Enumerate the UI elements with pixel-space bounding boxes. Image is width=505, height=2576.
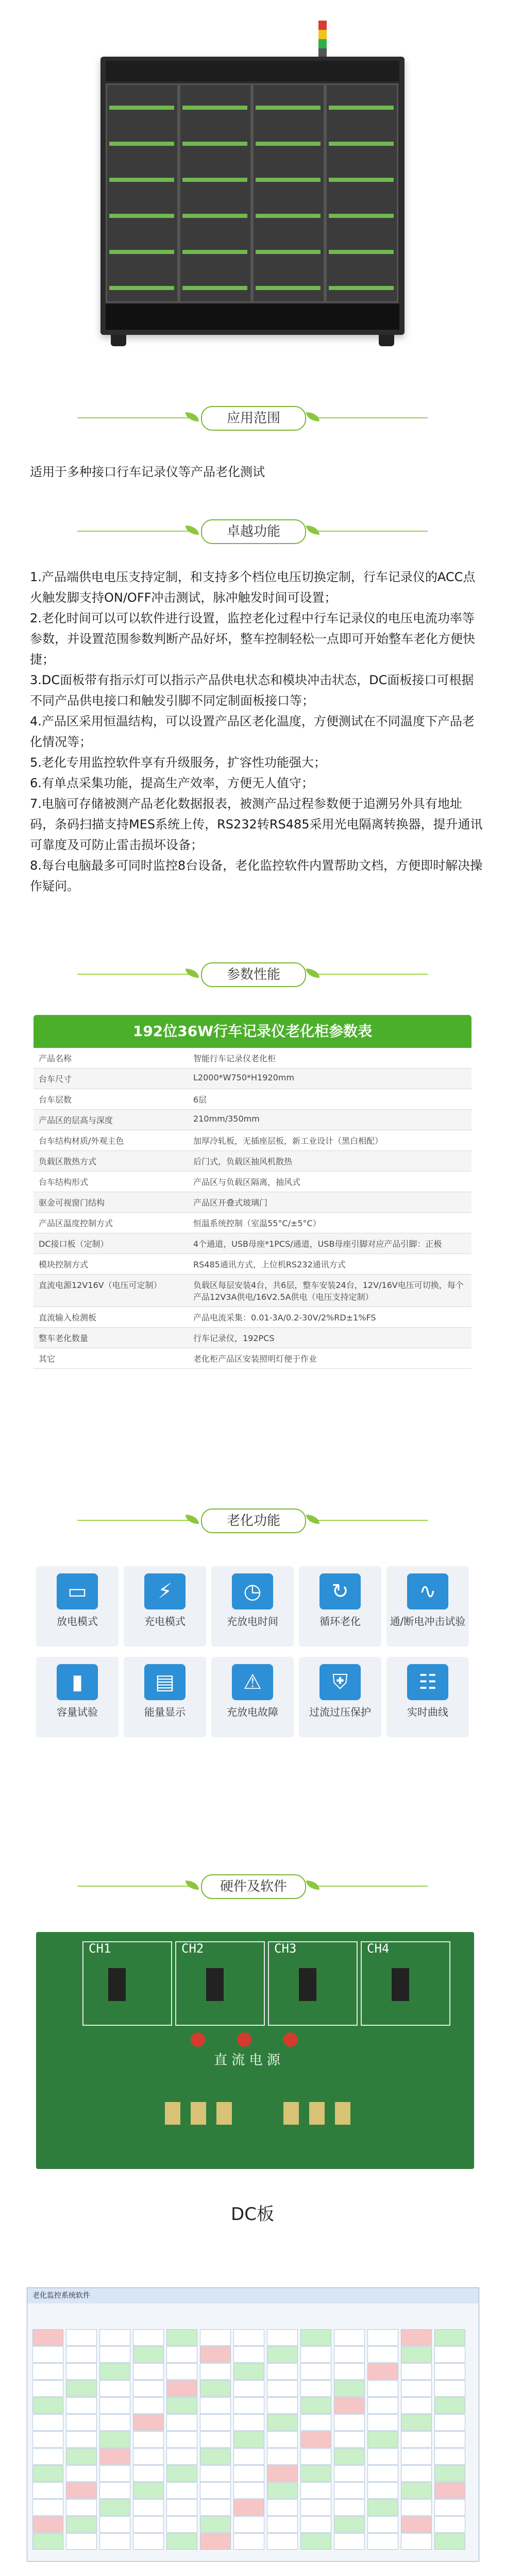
cabinet-door — [179, 83, 252, 303]
function-card: ⛨ 过流过压保护 — [299, 1657, 381, 1737]
software-cell — [267, 2482, 298, 2499]
software-cell — [166, 2516, 197, 2533]
software-cell — [233, 2533, 264, 2550]
software-cell — [367, 2465, 398, 2482]
parameter-row — [33, 1048, 472, 1069]
parameter-key: 负载区散热方式 — [39, 1157, 97, 1166]
advantages-list — [30, 567, 483, 896]
software-cell — [66, 2465, 97, 2482]
function-grid — [36, 1566, 469, 1741]
software-cell — [200, 2414, 231, 2431]
software-cell — [166, 2346, 197, 2363]
advantage-item: 7.电脑可存储被测产品老化数据报表，被测产品过程参数便于追溯另外具有地址码，条码扫描支持MES系统上传，RS232转RS485采用光电隔离转换器，提升通讯可靠度及可防止雷击损坏设备； — [30, 796, 483, 852]
software-cell — [334, 2465, 365, 2482]
software-cell — [334, 2414, 365, 2431]
software-cell — [133, 2465, 164, 2482]
software-cell — [99, 2482, 130, 2499]
parameter-key: 驱金可视窗门结构 — [39, 1198, 105, 1208]
leaf-icon — [186, 526, 199, 535]
software-cell — [32, 2482, 63, 2499]
software-cell — [434, 2448, 465, 2465]
software-cell — [66, 2448, 97, 2465]
software-cell — [99, 2431, 130, 2448]
clock-icon: ◷ — [232, 1573, 273, 1609]
software-cell — [66, 2346, 97, 2363]
software-cell — [233, 2499, 264, 2516]
cabinet-header — [106, 61, 399, 81]
software-cell — [267, 2363, 298, 2380]
software-cell — [300, 2414, 331, 2431]
software-cell — [133, 2363, 164, 2380]
software-cell — [300, 2465, 331, 2482]
software-cell — [166, 2397, 197, 2414]
parameter-value: 行车记录仪，192PCS — [193, 1333, 275, 1343]
software-titlebar: 老化监控系统软件 — [27, 2288, 479, 2303]
section-heading-application — [0, 402, 505, 433]
software-cell — [434, 2363, 465, 2380]
parameter-value: 6层 — [193, 1095, 207, 1105]
software-cell — [200, 2397, 231, 2414]
section-title: 应用范围 — [201, 406, 306, 431]
leaf-icon — [186, 1515, 199, 1524]
software-cell — [99, 2380, 130, 2397]
parameter-value: 后门式，负载区抽风机散热 — [193, 1157, 293, 1166]
software-cell — [233, 2448, 264, 2465]
board-label: 直 流 电 源 — [214, 2053, 280, 2068]
software-cell — [434, 2431, 465, 2448]
software-cell — [267, 2448, 298, 2465]
parameter-value: 产品区开叠式玻璃门 — [193, 1198, 268, 1208]
advantage-item: 8.每台电脑最多可同时监控8台设备，老化监控软件内置帮助文档，方便即时解决操作疑问。 — [30, 858, 483, 893]
parameter-key: 台车结构形式 — [39, 1177, 89, 1187]
parameter-value: 210mm/350mm — [193, 1114, 260, 1124]
cabinet-foot — [379, 335, 394, 346]
software-cell — [401, 2431, 432, 2448]
software-cell — [267, 2397, 298, 2414]
software-cell — [367, 2482, 398, 2499]
software-cell — [200, 2533, 231, 2550]
board-led — [237, 2032, 251, 2047]
software-cell — [200, 2380, 231, 2397]
cabinet-foot — [111, 335, 126, 346]
parameter-row — [33, 1089, 472, 1110]
parameter-value: 负载区每层安装4台，共6层，整车安装24台，12V/16V电压可切换，每个产品12V3A供电/16V2.5A供电（电压支持定制） — [193, 1280, 464, 1302]
software-cell — [401, 2499, 432, 2516]
fault-icon: ⚠ — [232, 1664, 273, 1700]
parameter-row — [33, 1151, 472, 1172]
curve-icon: ☷ — [407, 1664, 448, 1700]
software-cell — [367, 2499, 398, 2516]
software-cell — [401, 2533, 432, 2550]
software-cell — [367, 2397, 398, 2414]
software-cell — [401, 2346, 432, 2363]
board-led — [191, 2032, 205, 2047]
board-channel: CH3 — [268, 1941, 358, 2026]
parameter-key: 台车尺寸 — [39, 1074, 72, 1084]
software-cell — [200, 2482, 231, 2499]
parameter-key: 产品名称 — [39, 1054, 72, 1063]
software-cell — [99, 2397, 130, 2414]
software-cell — [267, 2499, 298, 2516]
software-cell — [32, 2414, 63, 2431]
function-card: ⚡ 充电模式 — [124, 1566, 206, 1647]
section-heading-hardware — [0, 1870, 505, 1901]
software-cell — [166, 2482, 197, 2499]
parameter-key: 其它 — [39, 1354, 56, 1364]
software-cell — [233, 2465, 264, 2482]
software-cell — [133, 2533, 164, 2550]
leaf-icon — [186, 412, 199, 421]
software-cell — [233, 2516, 264, 2533]
software-cell — [133, 2499, 164, 2516]
software-cell — [32, 2431, 63, 2448]
software-cell — [334, 2397, 365, 2414]
software-cell — [32, 2448, 63, 2465]
software-cell — [334, 2363, 365, 2380]
software-cell — [300, 2363, 331, 2380]
function-card: ⚠ 充放电故障 — [211, 1657, 294, 1737]
software-cell — [99, 2329, 130, 2346]
software-cell — [99, 2499, 130, 2516]
software-cell — [166, 2465, 197, 2482]
software-cell — [166, 2329, 197, 2346]
software-cell — [334, 2329, 365, 2346]
software-cell — [66, 2397, 97, 2414]
board-channel: CH2 — [175, 1941, 265, 2026]
software-cell — [133, 2346, 164, 2363]
parameter-key: 直流输入检测板 — [39, 1313, 97, 1323]
software-cell — [334, 2499, 365, 2516]
parameter-row — [33, 1275, 472, 1307]
software-cell — [334, 2533, 365, 2550]
software-cell — [300, 2448, 331, 2465]
software-cell — [300, 2499, 331, 2516]
software-cell — [32, 2516, 63, 2533]
leaf-icon — [186, 1880, 199, 1890]
software-cell — [166, 2414, 197, 2431]
parameter-row — [33, 1307, 472, 1328]
parameter-table-title: 192位36W行车记录仪老化柜参数表 — [33, 1015, 472, 1048]
section-title: 卓越功能 — [201, 519, 306, 544]
parameter-rows — [33, 1048, 472, 1369]
parameter-row — [33, 1110, 472, 1130]
advantage-item: 3.DC面板带有指示灯可以指示产品供电状态和模块冲击状态，DC面板接口可根据不同产品供电接口和触发引脚不同定制面板接口等； — [30, 673, 474, 708]
parameter-value: 产品区与负载区隔离，抽风式 — [193, 1177, 301, 1187]
software-cell — [133, 2380, 164, 2397]
software-cell — [434, 2380, 465, 2397]
software-cell — [166, 2448, 197, 2465]
software-cell — [233, 2414, 264, 2431]
software-cell — [233, 2482, 264, 2499]
software-cell — [166, 2431, 197, 2448]
software-cell — [66, 2533, 97, 2550]
software-cell — [434, 2499, 465, 2516]
cabinet-base — [106, 304, 399, 330]
leaf-icon — [306, 412, 319, 421]
leaf-icon — [306, 969, 319, 978]
software-cell — [401, 2482, 432, 2499]
software-cell — [166, 2533, 197, 2550]
monitor-software-screenshot — [27, 2287, 479, 2562]
software-cell — [434, 2346, 465, 2363]
software-cell — [367, 2516, 398, 2533]
software-cell — [133, 2431, 164, 2448]
software-cell — [401, 2380, 432, 2397]
software-cell — [66, 2482, 97, 2499]
parameter-key: 台车结构材质/外观主色 — [39, 1136, 124, 1146]
software-cell — [434, 2414, 465, 2431]
parameter-key: 产品区温度控制方式 — [39, 1218, 113, 1228]
software-cell — [99, 2363, 130, 2380]
software-cell — [300, 2431, 331, 2448]
software-cell — [401, 2448, 432, 2465]
section-heading-advantages — [0, 515, 505, 546]
software-cell — [367, 2363, 398, 2380]
software-cell — [367, 2329, 398, 2346]
software-cell — [267, 2431, 298, 2448]
parameter-value: 加厚冷轧板，无插座层板，新工业设计（黑白相配） — [193, 1136, 383, 1146]
parameter-row — [33, 1069, 472, 1089]
software-cell — [434, 2482, 465, 2499]
software-cell — [200, 2448, 231, 2465]
pulse-icon: ∿ — [407, 1573, 448, 1609]
function-card: ▭ 放电模式 — [36, 1566, 119, 1647]
software-cell — [133, 2516, 164, 2533]
parameter-key: 台车层数 — [39, 1095, 72, 1105]
software-cell — [133, 2397, 164, 2414]
software-cell — [166, 2380, 197, 2397]
parameter-key: 整车老化数量 — [39, 1333, 89, 1343]
cabinet-door — [325, 83, 398, 303]
software-cell — [200, 2499, 231, 2516]
software-cell — [401, 2516, 432, 2533]
parameter-row — [33, 1328, 472, 1348]
software-cell — [267, 2329, 298, 2346]
board-caption: DC板 — [231, 2204, 274, 2225]
parameter-table — [33, 1015, 472, 1369]
advantage-item: 1.产品端供电电压支持定制，和支持多个档位电压切换定制，行车记录仪的ACC点火触发脚支持ON/OFF冲击测试，脉冲触发时间可设置； — [30, 570, 476, 605]
parameter-value: RS485通讯方式，上位机RS232通讯方式 — [193, 1260, 346, 1269]
software-cell — [133, 2414, 164, 2431]
software-cell — [66, 2431, 97, 2448]
parameter-row — [33, 1254, 472, 1275]
battery-icon: ▭ — [57, 1573, 98, 1609]
parameter-row — [33, 1130, 472, 1151]
software-cell — [334, 2346, 365, 2363]
function-card: ↻ 循环老化 — [299, 1566, 381, 1647]
software-cell — [233, 2329, 264, 2346]
software-cell — [200, 2465, 231, 2482]
software-cell — [434, 2533, 465, 2550]
cabinet-door — [252, 83, 325, 303]
software-cell — [434, 2516, 465, 2533]
software-cell — [233, 2431, 264, 2448]
parameter-value: 恒温系统控制（室温55°C/±5°C） — [193, 1218, 321, 1228]
section-title: 硬件及软件 — [201, 1874, 306, 1899]
advantage-item: 6.有单点采集功能，提高生产效率，方便无人值守； — [30, 776, 314, 790]
parameter-value: 产品电流采集：0.01-3A/0.2-30V/2%RD±1%FS — [193, 1313, 376, 1323]
cabinet-hero-image — [0, 0, 505, 361]
cabinet-door — [106, 83, 179, 303]
software-cell — [401, 2397, 432, 2414]
software-cell — [99, 2448, 130, 2465]
application-text: 适用于多种接口行车记录仪等产品老化测试 — [30, 465, 265, 479]
parameter-row — [33, 1233, 472, 1254]
software-cell — [267, 2346, 298, 2363]
section-title: 参数性能 — [201, 962, 306, 987]
software-cell — [32, 2329, 63, 2346]
software-cell — [334, 2380, 365, 2397]
software-cell — [334, 2516, 365, 2533]
software-cell — [66, 2414, 97, 2431]
software-cell — [200, 2431, 231, 2448]
software-cell — [401, 2414, 432, 2431]
cycle-icon: ↻ — [319, 1573, 361, 1609]
software-cell — [233, 2380, 264, 2397]
function-card: ∿ 通/断电冲击试验 — [386, 1566, 469, 1647]
parameter-row — [33, 1213, 472, 1233]
leaf-icon — [186, 969, 199, 978]
software-cell — [367, 2533, 398, 2550]
parameter-row — [33, 1172, 472, 1192]
parameter-value: L2000*W750*H1920mm — [193, 1073, 294, 1082]
advantage-item: 2.老化时间可以可以软件进行设置，监控老化过程中行车记录仪的电压电流功率等参数，并设置范围参数判断产品好坏，整车控制轻松一点即可开始整车老化方便快捷； — [30, 611, 475, 667]
software-cell — [99, 2346, 130, 2363]
advantage-item: 5.老化专用监控软件享有升级服务，扩容性功能强大； — [30, 755, 326, 770]
parameter-value: 智能行车记录仪老化柜 — [193, 1054, 276, 1063]
software-cell — [233, 2346, 264, 2363]
advantage-item: 4.产品区采用恒温结构，可以设置产品区老化温度，方便测试在不同温度下产品老化情况等； — [30, 714, 475, 749]
parameter-value: 4个通道，USB母座*1PCS/通道，USB母座引脚对应产品引脚：正极 — [193, 1239, 442, 1249]
software-cell — [166, 2499, 197, 2516]
software-cell — [334, 2482, 365, 2499]
board-channel: CH1 — [82, 1941, 172, 2026]
shield-icon: ⛨ — [319, 1664, 361, 1700]
section-title: 老化功能 — [201, 1509, 306, 1533]
software-cell — [367, 2380, 398, 2397]
function-card: ▮ 容量试验 — [36, 1657, 119, 1737]
dc-board-image — [36, 1932, 474, 2169]
software-cell — [233, 2397, 264, 2414]
software-cell — [32, 2533, 63, 2550]
software-cell — [133, 2482, 164, 2499]
software-cell — [267, 2533, 298, 2550]
section-heading-parameters — [0, 958, 505, 989]
software-cell — [267, 2414, 298, 2431]
software-cell — [367, 2431, 398, 2448]
board-channel: CH4 — [361, 1941, 450, 2026]
software-cell — [66, 2329, 97, 2346]
aging-cabinet — [100, 57, 405, 335]
software-cell — [334, 2448, 365, 2465]
leaf-icon — [306, 526, 319, 535]
software-cell — [66, 2363, 97, 2380]
software-cell — [32, 2499, 63, 2516]
software-cell — [434, 2465, 465, 2482]
software-cell — [401, 2329, 432, 2346]
software-cell — [32, 2346, 63, 2363]
parameter-key: 产品区的层高与深度 — [39, 1115, 113, 1125]
function-card: ☷ 实时曲线 — [386, 1657, 469, 1737]
software-cell — [401, 2465, 432, 2482]
parameter-value: 老化柜产品区安装照明灯便于作业 — [193, 1354, 317, 1364]
software-cell — [367, 2346, 398, 2363]
software-cell — [166, 2363, 197, 2380]
software-cell — [133, 2448, 164, 2465]
software-cell — [66, 2380, 97, 2397]
parameter-key: 直流电源12V16V（电压可定制） — [39, 1280, 162, 1290]
software-cell — [99, 2516, 130, 2533]
software-cell — [99, 2533, 130, 2550]
software-cell — [401, 2363, 432, 2380]
software-cell — [99, 2465, 130, 2482]
software-cell — [32, 2465, 63, 2482]
software-cell — [300, 2346, 331, 2363]
software-cell — [66, 2499, 97, 2516]
software-cell — [300, 2380, 331, 2397]
software-cell — [334, 2431, 365, 2448]
software-cell — [32, 2397, 63, 2414]
software-cell — [200, 2346, 231, 2363]
software-cell — [267, 2465, 298, 2482]
software-cell — [200, 2516, 231, 2533]
software-cell — [300, 2516, 331, 2533]
leaf-icon — [306, 1880, 319, 1890]
leaf-icon — [306, 1515, 319, 1524]
software-cell — [200, 2363, 231, 2380]
software-cell — [434, 2397, 465, 2414]
software-cell — [367, 2414, 398, 2431]
parameter-row — [33, 1192, 472, 1213]
function-card: ◷ 充放电时间 — [211, 1566, 294, 1647]
software-cell — [133, 2329, 164, 2346]
function-card: ▤ 能量显示 — [124, 1657, 206, 1737]
software-grid — [32, 2329, 474, 2556]
software-cell — [200, 2329, 231, 2346]
software-cell — [300, 2482, 331, 2499]
software-cell — [32, 2380, 63, 2397]
board-led — [283, 2032, 298, 2047]
software-cell — [233, 2363, 264, 2380]
parameter-key: DC接口板（定制） — [39, 1239, 109, 1249]
parameter-key: 模块控制方式 — [39, 1260, 89, 1269]
signal-beacon — [318, 21, 327, 58]
software-cell — [367, 2448, 398, 2465]
software-cell — [434, 2329, 465, 2346]
software-cell — [32, 2363, 63, 2380]
software-cell — [300, 2397, 331, 2414]
capacity-icon: ▮ — [57, 1664, 98, 1700]
software-cell — [267, 2380, 298, 2397]
parameter-row — [33, 1348, 472, 1369]
software-cell — [300, 2329, 331, 2346]
software-cell — [66, 2516, 97, 2533]
section-heading-functions — [0, 1504, 505, 1535]
software-cell — [300, 2533, 331, 2550]
energy-icon: ▤ — [144, 1664, 186, 1700]
software-cell — [267, 2516, 298, 2533]
software-cell — [99, 2414, 130, 2431]
charge-icon: ⚡ — [144, 1573, 186, 1609]
